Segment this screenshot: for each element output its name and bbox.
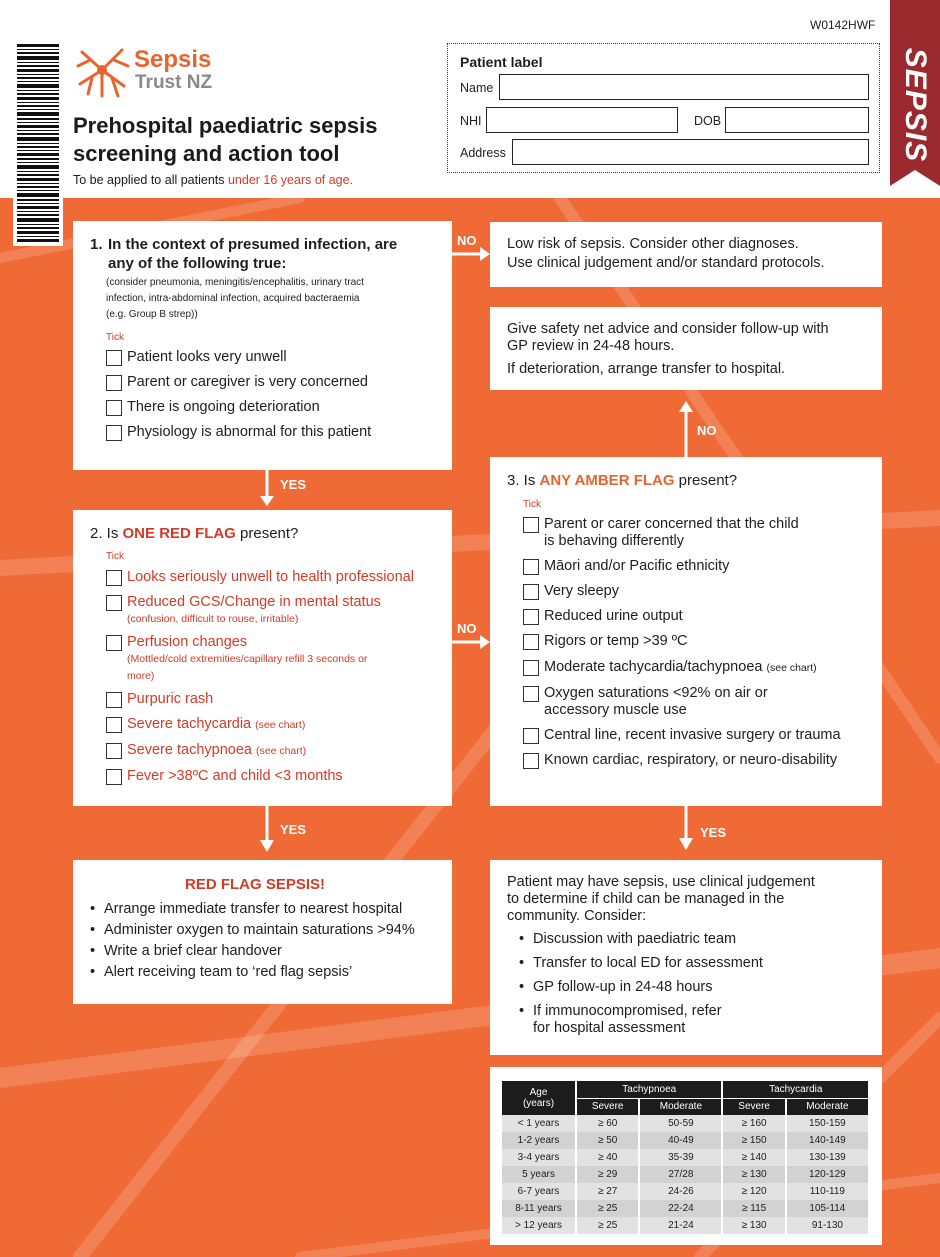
safety-net-box (490, 307, 882, 390)
threshold-cell: 40-49 (639, 1132, 722, 1149)
threshold-cell: ≥ 25 (576, 1200, 639, 1217)
name-label: Name (460, 81, 494, 95)
screening-tool-page: W0142HWF Sepsis Trust NZ Prehospital paediatric sepsis screening and action tool To be applied to all patients under 16 years of age. Patient label Name NHI DOB Address SEPSIS 1. In the context of presumed infection, are any of the following true: (consider pneumonia, meningitis/encephalitis, urinary tract infection, intra-abdominal infection, acquired bacteraemia (e.g. Group B strep)) Tick Patient looks very unwell Parent or caregiver is very concerned There is ongoing deterioration Physiology is abnormal for this patient Low risk of sepsis. Consider other diagnoses. Use clinical judgement and/or standard protocols. Give safety net advice and consider follow-up with GP review in 24-48 hours. If deterioration, arrange transfer to hospital. 2. Is ONE RED FLAG present? Tick Looks seriously unwell to health professional Reduced GCS/Change in mental status (confusion, difficult to rouse, irritable) Perfusion changes (Mottled/cold extremities/capillary refill 3 seconds or more) Purpuric rash Severe tachycardia (see chart) Severe tachypnoea (see chart) Fever >38ºC and child <3 months 3. Is ANY AMBER FLAG present? Tick Parent or carer concerned that the child is behaving differently Māori and/or Pacific ethnicity Very sleepy Reduced urine output Rigors or temp >39 ºC Moderate tachycardia/tachypnoea (see chart) Oxygen saturations <92% on air or accessory muscle use Central line, recent invasive surgery or trauma Known cardiac, respiratory, or neuro-disability RED FLAG SEPSIS! • Arrange immediate transfer to nearest hospital • Administer oxygen to maintain saturations >94% • Write a brief clear handover • Alert receiving team to ‘red flag sepsis’ Patient may have sepsis, use clinical judgement to determine if child can be managed in the community. Consider: • Discussion with paediatric team • Transfer to local ED for assessment • GP follow-up in 24-48 hours • If immunocompromised, refer for hospital assessment Age (years) Tachypnoea Tachycardia Severe Moderate Severe Moderate < 1 years ≥ 60 50-59 ≥ 160 150-159 1-2 years ≥ 50 40-49 ≥ 150 140-149 3-4 years ≥ 40 35-39 ≥ 140 130-139 5 years ≥ 29 27/28 ≥ 130 120-129 6-7 years ≥ 27 24-26 ≥ 120 110-119 8-11 years ≥ 25 22-24 ≥ 115 105-114 > 12 years ≥ 25 21-24 ≥ 130 91-130 NO YES NO NO YES YES (0, 0, 940, 1257)
may-have-considerations (519, 931, 882, 1037)
low-risk-line1: Low risk of sepsis. Consider other diagnoses. (507, 236, 799, 252)
age-cell: 8-11 years (502, 1200, 576, 1217)
threshold-cell: ≥ 60 (576, 1115, 639, 1132)
q2-item-seriously-unwell: Looks seriously unwell to health professional (106, 569, 452, 586)
tachypnoea-header: Tachypnoea (576, 1081, 722, 1098)
checkbox[interactable] (523, 660, 539, 676)
vital-signs-table-body (502, 1115, 869, 1234)
question-3-checklist (523, 516, 882, 769)
patient-label-title: Patient label (460, 54, 543, 70)
age-cell: < 1 years (502, 1115, 576, 1132)
table-row (502, 1115, 869, 1132)
moderate-header: Moderate (639, 1098, 722, 1115)
nhi-label: NHI (460, 114, 482, 128)
subtitle-highlight: under 16 years of age. (227, 173, 354, 187)
checkbox[interactable] (106, 595, 122, 611)
threshold-cell: ≥ 29 (576, 1166, 639, 1183)
vital-signs-table (502, 1081, 870, 1234)
low-risk-box (490, 222, 882, 287)
barcode-icon (13, 40, 63, 246)
q3-item-very-sleepy: Very sleepy (523, 583, 882, 600)
checkbox[interactable] (106, 350, 122, 366)
address-field[interactable] (512, 139, 869, 165)
checkbox[interactable] (106, 717, 122, 733)
severe-header: Severe (576, 1098, 639, 1115)
red-flag-action: • Administer oxygen to maintain saturations >94% (90, 922, 452, 939)
question-1-tick-label: Tick (106, 332, 124, 343)
address-label: Address (460, 146, 506, 160)
question-1-title-line1: In the context of presumed infection, are (108, 236, 398, 253)
safety-net-line2: GP review in 24-48 hours. (507, 338, 675, 354)
age-cell: 3-4 years (502, 1149, 576, 1166)
threshold-cell: ≥ 140 (722, 1149, 785, 1166)
checkbox[interactable] (523, 517, 539, 533)
question-2-title: 2. Is ONE RED FLAG present? (90, 525, 299, 542)
threshold-cell: ≥ 40 (576, 1149, 639, 1166)
checkbox[interactable] (523, 634, 539, 650)
threshold-cell: 50-59 (639, 1115, 722, 1132)
threshold-cell: 24-26 (639, 1183, 722, 1200)
may-have-line3: community. Consider: (507, 908, 647, 924)
threshold-cell: ≥ 50 (576, 1132, 639, 1149)
threshold-cell: 27/28 (639, 1166, 722, 1183)
threshold-cell: 22-24 (639, 1200, 722, 1217)
threshold-cell: 130-139 (786, 1149, 869, 1166)
threshold-cell: 91-130 (786, 1217, 869, 1234)
table-row (502, 1217, 869, 1234)
checkbox[interactable] (106, 400, 122, 416)
page-title-line2: screening and action tool (73, 141, 340, 166)
threshold-cell: 120-129 (786, 1166, 869, 1183)
name-field[interactable] (499, 74, 869, 100)
age-cell: 6-7 years (502, 1183, 576, 1200)
q2-item-purpuric-rash: Purpuric rash (106, 691, 452, 708)
safety-net-line1: Give safety net advice and consider follow-up with (507, 321, 829, 337)
threshold-cell: ≥ 160 (722, 1115, 785, 1132)
consideration-item: • GP follow-up in 24-48 hours (519, 979, 882, 996)
page-title (73, 112, 433, 168)
question-2-checklist (106, 569, 452, 785)
checkbox[interactable] (106, 743, 122, 759)
threshold-cell: 21-24 (639, 1217, 722, 1234)
patient-label-panel (447, 43, 880, 173)
table-row (502, 1166, 869, 1183)
checkbox[interactable] (106, 692, 122, 708)
dob-field[interactable] (725, 107, 869, 133)
question-2-tick-label: Tick (106, 551, 124, 562)
threshold-cell: ≥ 130 (722, 1166, 785, 1183)
may-have-sepsis-box (490, 860, 882, 1055)
question-1-checklist (106, 349, 452, 441)
red-flag-sepsis-box (73, 860, 452, 1004)
q3-item-known-disability: Known cardiac, respiratory, or neuro-disability (523, 752, 882, 769)
question-1-note-line1: (consider pneumonia, meningitis/encephalitis, urinary tract (106, 277, 364, 288)
red-flag-title: RED FLAG SEPSIS! (184, 876, 326, 893)
checkbox[interactable] (523, 609, 539, 625)
threshold-cell: 110-119 (786, 1183, 869, 1200)
sepsis-ribbon (890, 0, 940, 186)
q3-item-moderate-tachy: Moderate tachycardia/tachypnoea (see chart) (523, 659, 882, 677)
checkbox[interactable] (106, 635, 122, 651)
threshold-cell: ≥ 27 (576, 1183, 639, 1200)
checkbox[interactable] (523, 728, 539, 744)
q2-item-perfusion: Perfusion changes (Mottled/cold extremities/capillary refill 3 seconds or more) (106, 634, 452, 685)
age-cell: 1-2 years (502, 1132, 576, 1149)
consideration-item: • If immunocompromised, refer for hospital assessment (519, 1003, 882, 1037)
nhi-field[interactable] (486, 107, 678, 133)
q2-item-severe-tachycardia: Severe tachycardia (see chart) (106, 716, 452, 734)
threshold-cell: ≥ 115 (722, 1200, 785, 1217)
checkbox[interactable] (106, 425, 122, 441)
q2-item-severe-tachypnoea: Severe tachypnoea (see chart) (106, 742, 452, 760)
age-cell: 5 years (502, 1166, 576, 1183)
q1-item-abnormal-physiology: Physiology is abnormal for this patient (106, 424, 452, 441)
q3-item-urine-output: Reduced urine output (523, 608, 882, 625)
table-row (502, 1200, 869, 1217)
q3-item-ethnicity: Māori and/or Pacific ethnicity (523, 558, 882, 575)
threshold-cell: ≥ 120 (722, 1183, 785, 1200)
q3-item-rigors: Rigors or temp >39 ºC (523, 633, 882, 650)
checkbox[interactable] (106, 375, 122, 391)
checkbox[interactable] (523, 559, 539, 575)
table-row (502, 1183, 869, 1200)
q1-item-very-unwell: Patient looks very unwell (106, 349, 452, 366)
logo-title: Sepsis (134, 46, 212, 73)
may-have-line2: to determine if child can be managed in the (507, 891, 785, 907)
red-flag-action: • Arrange immediate transfer to nearest hospital (90, 901, 452, 918)
checkbox[interactable] (523, 753, 539, 769)
q3-item-oxygen: Oxygen saturations <92% on air or accessory muscle use (523, 685, 882, 719)
arrow-up-icon (676, 398, 696, 458)
question-1-note (106, 275, 452, 323)
q1-item-parent-concerned: Parent or caregiver is very concerned (106, 374, 452, 391)
consideration-item: • Transfer to local ED for assessment (519, 955, 882, 972)
page-title-line1: Prehospital paediatric sepsis (73, 113, 378, 138)
page-subtitle (73, 173, 353, 187)
arrow-down-icon (257, 806, 277, 854)
question-1-note-line3: (e.g. Group B strep)) (106, 309, 198, 320)
severe-header: Severe (722, 1098, 785, 1115)
table-row (502, 1132, 869, 1149)
question-3-tick-label: Tick (523, 499, 541, 510)
threshold-cell: ≥ 25 (576, 1217, 639, 1234)
question-1-title-line2: any of the following true: (108, 255, 287, 272)
low-risk-line2: Use clinical judgement and/or standard protocols. (507, 255, 825, 271)
checkbox[interactable] (523, 584, 539, 600)
ribbon-text: SEPSIS (899, 47, 932, 163)
question-2-box (73, 510, 452, 806)
moderate-header: Moderate (786, 1098, 869, 1115)
checkbox[interactable] (106, 769, 122, 785)
question-1-title (90, 235, 452, 273)
table-row (502, 1149, 869, 1166)
checkbox[interactable] (106, 570, 122, 586)
arrow-down-icon (676, 806, 696, 854)
question-3-highlight: ANY AMBER FLAG (539, 472, 675, 489)
question-1-note-line2: infection, intra-abdominal infection, acquired bacteraemia (106, 293, 360, 304)
subtitle-prefix: To be applied to all patients (73, 173, 228, 187)
checkbox[interactable] (523, 686, 539, 702)
question-3-box (490, 457, 882, 806)
threshold-cell: 140-149 (786, 1132, 869, 1149)
question-3-title: 3. Is ANY AMBER FLAG present? (507, 472, 738, 489)
q2-item-fever-infant: Fever >38ºC and child <3 months (106, 768, 452, 785)
q3-item-central-line: Central line, recent invasive surgery or trauma (523, 727, 882, 744)
may-have-line1: Patient may have sepsis, use clinical judgement (507, 874, 815, 890)
age-cell: > 12 years (502, 1217, 576, 1234)
arrow-down-icon (257, 470, 277, 510)
threshold-cell: ≥ 130 (722, 1217, 785, 1234)
threshold-cell: 35-39 (639, 1149, 722, 1166)
threshold-cell: 105-114 (786, 1200, 869, 1217)
logo-subtitle: Trust NZ (135, 72, 213, 93)
consideration-item: • Discussion with paediatric team (519, 931, 882, 948)
threshold-cell: 150-159 (786, 1115, 869, 1132)
age-header: Age (years) (502, 1081, 576, 1115)
red-flag-action: • Write a brief clear handover (90, 943, 452, 960)
question-1-number: 1. (90, 236, 103, 253)
red-flag-action: • Alert receiving team to ‘red flag sepsis’ (90, 964, 452, 981)
q2-item-reduced-gcs: Reduced GCS/Change in mental status (confusion, difficult to rouse, irritable) (106, 594, 452, 628)
document-code: W0142HWF (810, 18, 876, 32)
question-1-box (73, 221, 452, 470)
red-flag-actions (90, 901, 452, 981)
q3-item-carer-concerned: Parent or carer concerned that the child is behaving differently (523, 516, 882, 550)
safety-net-line3: If deterioration, arrange transfer to hospital. (507, 361, 786, 377)
tachycardia-header: Tachycardia (722, 1081, 869, 1098)
question-2-highlight: ONE RED FLAG (122, 525, 236, 542)
dob-label: DOB (694, 114, 722, 128)
q1-item-deterioration: There is ongoing deterioration (106, 399, 452, 416)
threshold-cell: ≥ 150 (722, 1132, 785, 1149)
